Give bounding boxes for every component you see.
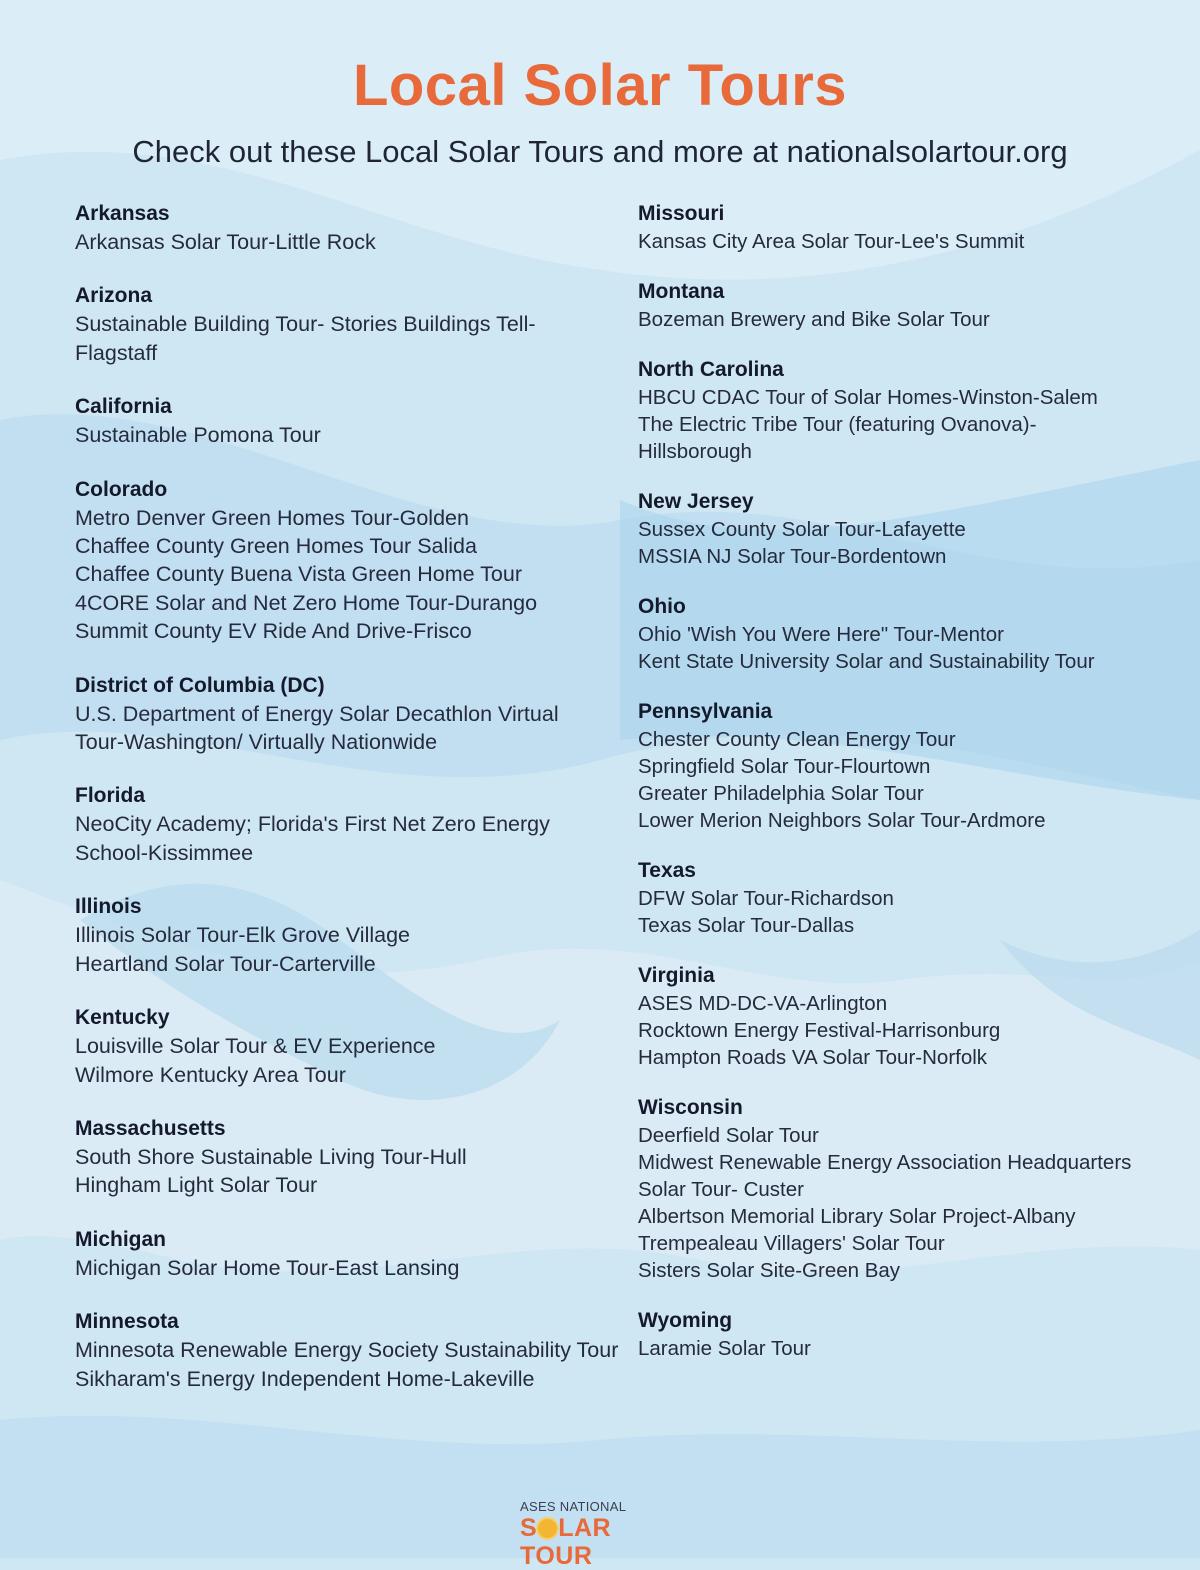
tour-line: Hampton Roads VA Solar Tour-Norfolk xyxy=(638,1046,988,1069)
state-name: District of Columbia (DC) xyxy=(75,673,325,697)
tour-line: Laramie Solar Tour xyxy=(638,1337,811,1360)
state-name: Minnesota xyxy=(75,1310,179,1334)
state-name: Wyoming xyxy=(638,1309,733,1332)
logo-rest: LAR TOUR xyxy=(520,1514,612,1570)
tour-line: Kent State University Solar and Sustainability Tour xyxy=(638,650,1095,673)
tour-line: School-Kissimmee xyxy=(75,840,254,865)
state-section xyxy=(75,200,620,256)
logo-s: S xyxy=(520,1514,538,1542)
tour-line: Albertson Memorial Library Solar Project-Albany xyxy=(638,1205,1076,1228)
tour-line: Deerfield Solar Tour xyxy=(638,1124,819,1147)
state-name: Arkansas xyxy=(75,202,170,225)
tour-line: Flagstaff xyxy=(75,340,158,365)
tour-line: Sustainable Building Tour- Stories Buildings Tell- xyxy=(75,312,536,337)
tour-line: NeoCity Academy; Florida's First Net Zero Energy xyxy=(75,812,550,837)
state-name: North Carolina xyxy=(638,358,784,381)
tour-line: Lower Merion Neighbors Solar Tour-Ardmore xyxy=(638,809,1046,832)
tour-line: Hillsborough xyxy=(638,440,752,463)
tour-line: Minnesota Renewable Energy Society Sustainability Tour xyxy=(75,1338,619,1363)
tour-line: Metro Denver Green Homes Tour-Golden xyxy=(75,505,469,530)
tour-line: Tour-Washington/ Virtually Nationwide xyxy=(75,730,438,755)
state-name: Illinois xyxy=(75,895,142,919)
tour-line: Michigan Solar Home Tour-East Lansing xyxy=(75,1255,460,1280)
state-section xyxy=(638,593,1183,675)
state-name: Wisconsin xyxy=(638,1096,743,1119)
logo-bottom-text xyxy=(520,1514,690,1570)
tour-line: Trempealeau Villagers' Solar Tour xyxy=(638,1232,945,1255)
page-subtitle: Check out these Local Solar Tours and more at nationalsolartour.org xyxy=(132,134,1068,169)
state-name: Ohio xyxy=(638,595,686,618)
state-section xyxy=(638,278,1183,333)
tour-line: Arkansas Solar Tour-Little Rock xyxy=(75,230,376,254)
state-name: Arizona xyxy=(75,284,153,308)
tour-line: Sustainable Pomona Tour xyxy=(75,423,321,448)
state-section xyxy=(638,1307,1183,1362)
tour-line: Heartland Solar Tour-Carterville xyxy=(75,951,376,976)
state-name: Massachusetts xyxy=(75,1116,226,1140)
state-section xyxy=(75,476,620,646)
tour-line: Chaffee County Buena Vista Green Home Tour xyxy=(75,562,522,587)
page-title: Local Solar Tours xyxy=(352,53,848,118)
tour-line: 4CORE Solar and Net Zero Home Tour-Durango xyxy=(75,590,538,615)
tour-line: Hingham Light Solar Tour xyxy=(75,1173,318,1198)
state-section xyxy=(638,698,1183,834)
state-section xyxy=(75,1226,620,1282)
tour-line: South Shore Sustainable Living Tour-Hull xyxy=(75,1144,467,1169)
tour-line: Greater Philadelphia Solar Tour xyxy=(638,782,924,805)
state-section xyxy=(638,356,1183,465)
tour-line: ASES MD-DC-VA-Arlington xyxy=(638,992,888,1015)
state-name: Florida xyxy=(75,784,146,808)
state-name: Colorado xyxy=(75,477,168,501)
state-section xyxy=(638,200,1183,255)
state-name: Kentucky xyxy=(75,1006,170,1030)
tour-line: Summit County EV Ride And Drive-Frisco xyxy=(75,619,472,644)
logo-top-text: ASES NATIONAL xyxy=(520,1499,627,1514)
state-name: New Jersey xyxy=(638,490,754,513)
state-name: Montana xyxy=(638,280,725,303)
state-section xyxy=(75,893,620,978)
tour-line: Solar Tour- Custer xyxy=(638,1178,804,1201)
state-section xyxy=(638,488,1183,570)
state-name: Michigan xyxy=(75,1227,167,1251)
tour-line: DFW Solar Tour-Richardson xyxy=(638,887,894,910)
state-section xyxy=(75,393,620,449)
tour-line: HBCU CDAC Tour of Solar Homes-Winston-Salem xyxy=(638,386,1098,409)
tour-line: Sikharam's Energy Independent Home-Lakeville xyxy=(75,1366,535,1391)
tour-line: Midwest Renewable Energy Association Headquarters xyxy=(638,1151,1132,1174)
state-section xyxy=(75,1004,620,1089)
tour-line: Texas Solar Tour-Dallas xyxy=(638,914,855,937)
tour-line: MSSIA NJ Solar Tour-Bordentown xyxy=(638,545,947,568)
state-section xyxy=(75,1115,620,1200)
state-section xyxy=(638,962,1183,1071)
left-column xyxy=(75,200,620,1419)
tour-line: Wilmore Kentucky Area Tour xyxy=(75,1062,346,1087)
tour-line: Bozeman Brewery and Bike Solar Tour xyxy=(638,308,990,331)
tour-line: Louisville Solar Tour & EV Experience xyxy=(75,1034,436,1059)
state-section xyxy=(75,672,620,757)
ases-solar-tour-logo xyxy=(520,1499,690,1570)
state-name: California xyxy=(75,395,172,419)
state-section xyxy=(638,1094,1183,1284)
tour-line: Illinois Solar Tour-Elk Grove Village xyxy=(75,923,410,948)
tour-line: Chaffee County Green Homes Tour Salida xyxy=(75,534,477,559)
state-section xyxy=(75,1308,620,1393)
tour-line: Chester County Clean Energy Tour xyxy=(638,728,956,751)
state-name: Texas xyxy=(638,859,696,882)
state-section xyxy=(638,857,1183,939)
tour-line: Springfield Solar Tour-Flourtown xyxy=(638,755,931,778)
right-column xyxy=(638,200,1183,1385)
state-section xyxy=(75,282,620,367)
tour-line: Sisters Solar Site-Green Bay xyxy=(638,1259,901,1282)
state-section xyxy=(75,782,620,867)
state-name: Virginia xyxy=(638,964,715,987)
sun-icon xyxy=(538,1519,557,1538)
tour-line: Rocktown Energy Festival-Harrisonburg xyxy=(638,1019,1001,1042)
tour-line: Ohio 'Wish You Were Here" Tour-Mentor xyxy=(638,623,1004,646)
state-name: Missouri xyxy=(638,202,725,225)
tour-line: The Electric Tribe Tour (featuring Ovanova)- xyxy=(638,413,1037,436)
tour-line: U.S. Department of Energy Solar Decathlon Virtual xyxy=(75,701,559,726)
tour-line: Kansas City Area Solar Tour-Lee's Summit xyxy=(638,230,1025,253)
tour-line: Sussex County Solar Tour-Lafayette xyxy=(638,518,966,541)
state-name: Pennsylvania xyxy=(638,700,773,723)
